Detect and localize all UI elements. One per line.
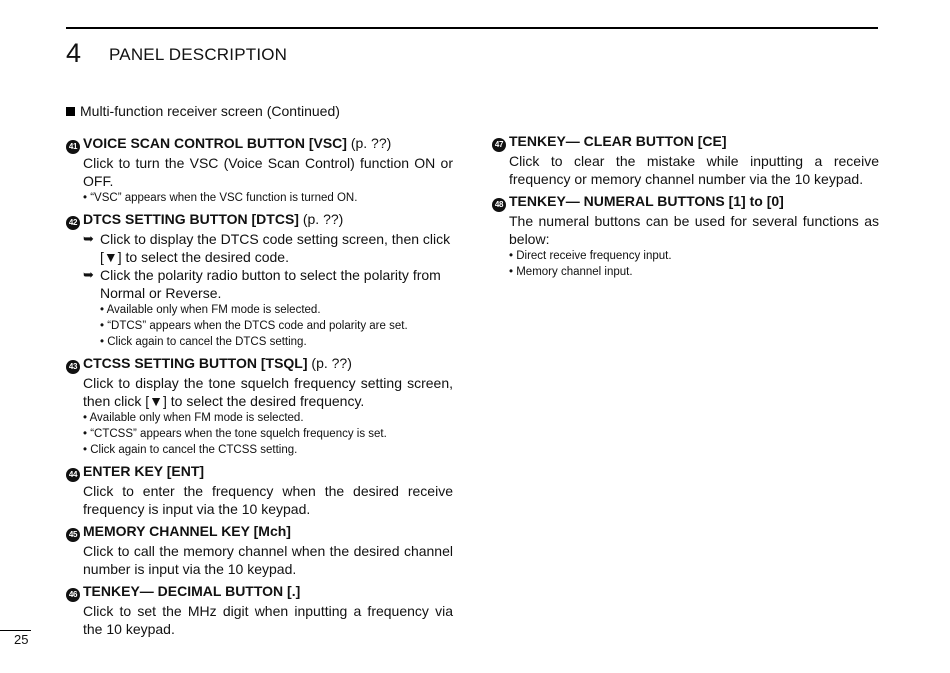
item-header [66, 582, 453, 602]
item-header [492, 192, 879, 212]
item-note: • Click again to cancel the DTCS setting. [100, 336, 307, 348]
page-ref: (p. ??) [311, 355, 352, 371]
number-badge-icon: 44 [66, 468, 80, 482]
square-bullet-icon [66, 107, 75, 116]
item-note: • Available only when FM mode is selected. [83, 412, 304, 424]
item-42-dtcs [66, 210, 453, 350]
top-rule [66, 27, 878, 29]
item-description: Click to call the memory channel when the desired channel number is input via the 10 keypad. [83, 543, 453, 577]
chapter-number: 4 [66, 38, 82, 68]
page-number-rule [0, 630, 31, 631]
section-subtitle [66, 102, 340, 120]
subtitle-text: Multi-function receiver screen (Continued) [80, 103, 340, 119]
item-48-numerals [492, 192, 879, 280]
item-title: TENKEY— DECIMAL BUTTON [.] [83, 583, 301, 599]
item-description: Click to clear the mistake while inputting a receive frequency or memory channel number via the 10 keypad. [509, 153, 879, 187]
item-44-enter [66, 462, 453, 518]
item-note: • “CTCSS” appears when the tone squelch frequency is set. [83, 428, 387, 440]
item-header [66, 134, 453, 154]
number-badge-icon: 48 [492, 198, 506, 212]
item-description: The numeral buttons can be used for several functions as below: [509, 213, 879, 247]
item-43-ctcss [66, 354, 453, 458]
item-title: DTCS SETTING BUTTON [DTCS] [83, 211, 299, 227]
item-description: Click to turn the VSC (Voice Scan Control) function ON or OFF. [83, 155, 453, 189]
item-title: TENKEY— NUMERAL BUTTONS [1] to [0] [509, 193, 784, 209]
number-badge-icon: 47 [492, 138, 506, 152]
item-45-memory-channel [66, 522, 453, 578]
item-note: • Direct receive frequency input. [509, 250, 672, 262]
item-header [66, 462, 453, 482]
item-46-decimal [66, 582, 453, 638]
item-41-vsc [66, 134, 453, 206]
number-badge-icon: 43 [66, 360, 80, 374]
item-description: Click to enter the frequency when the desired receive frequency is input via the 10 keypad. [83, 483, 453, 517]
page-ref: (p. ??) [302, 211, 344, 227]
item-note: • “VSC” appears when the VSC function is turned ON. [83, 192, 358, 204]
item-47-clear [492, 132, 879, 188]
item-header [66, 354, 453, 374]
item-header [66, 522, 453, 542]
item-header [492, 132, 879, 152]
number-badge-icon: 41 [66, 140, 80, 154]
item-note: • Available only when FM mode is selected. [100, 304, 321, 316]
number-badge-icon: 45 [66, 528, 80, 542]
step-text: Click the polarity radio button to select the polarity from Normal or Reverse. [100, 267, 441, 301]
arrow-icon: ➥ [83, 267, 94, 282]
item-note: • “DTCS” appears when the DTCS code and polarity are set. [100, 320, 408, 332]
page-number: 25 [14, 632, 29, 647]
arrow-icon: ➥ [83, 231, 94, 246]
step-1 [83, 230, 453, 266]
number-badge-icon: 46 [66, 588, 80, 602]
item-note: • Click again to cancel the CTCSS setting. [83, 444, 298, 456]
item-title: TENKEY— CLEAR BUTTON [CE] [509, 133, 727, 149]
item-description: Click to set the MHz digit when inputting a frequency via the 10 keypad. [83, 603, 453, 637]
left-column [66, 134, 453, 642]
item-description: Click to display the tone squelch frequency setting screen, then click [▼] to select the desired frequency. [83, 375, 453, 409]
step-text: Click to display the DTCS code setting screen, then click [▼] to select the desired code. [100, 231, 451, 265]
item-title: MEMORY CHANNEL KEY [Mch] [83, 523, 291, 539]
item-title: VOICE SCAN CONTROL BUTTON [VSC] [83, 135, 347, 151]
page-ref: (p. ??) [350, 135, 392, 151]
item-title: ENTER KEY [ENT] [83, 463, 205, 479]
chapter-title: PANEL DESCRIPTION [109, 45, 288, 64]
step-2 [83, 266, 453, 302]
item-title: CTCSS SETTING BUTTON [TSQL] [83, 355, 308, 371]
number-badge-icon: 42 [66, 216, 80, 230]
item-note: • Memory channel input. [509, 266, 633, 278]
right-column [492, 132, 879, 284]
item-header [66, 210, 453, 230]
